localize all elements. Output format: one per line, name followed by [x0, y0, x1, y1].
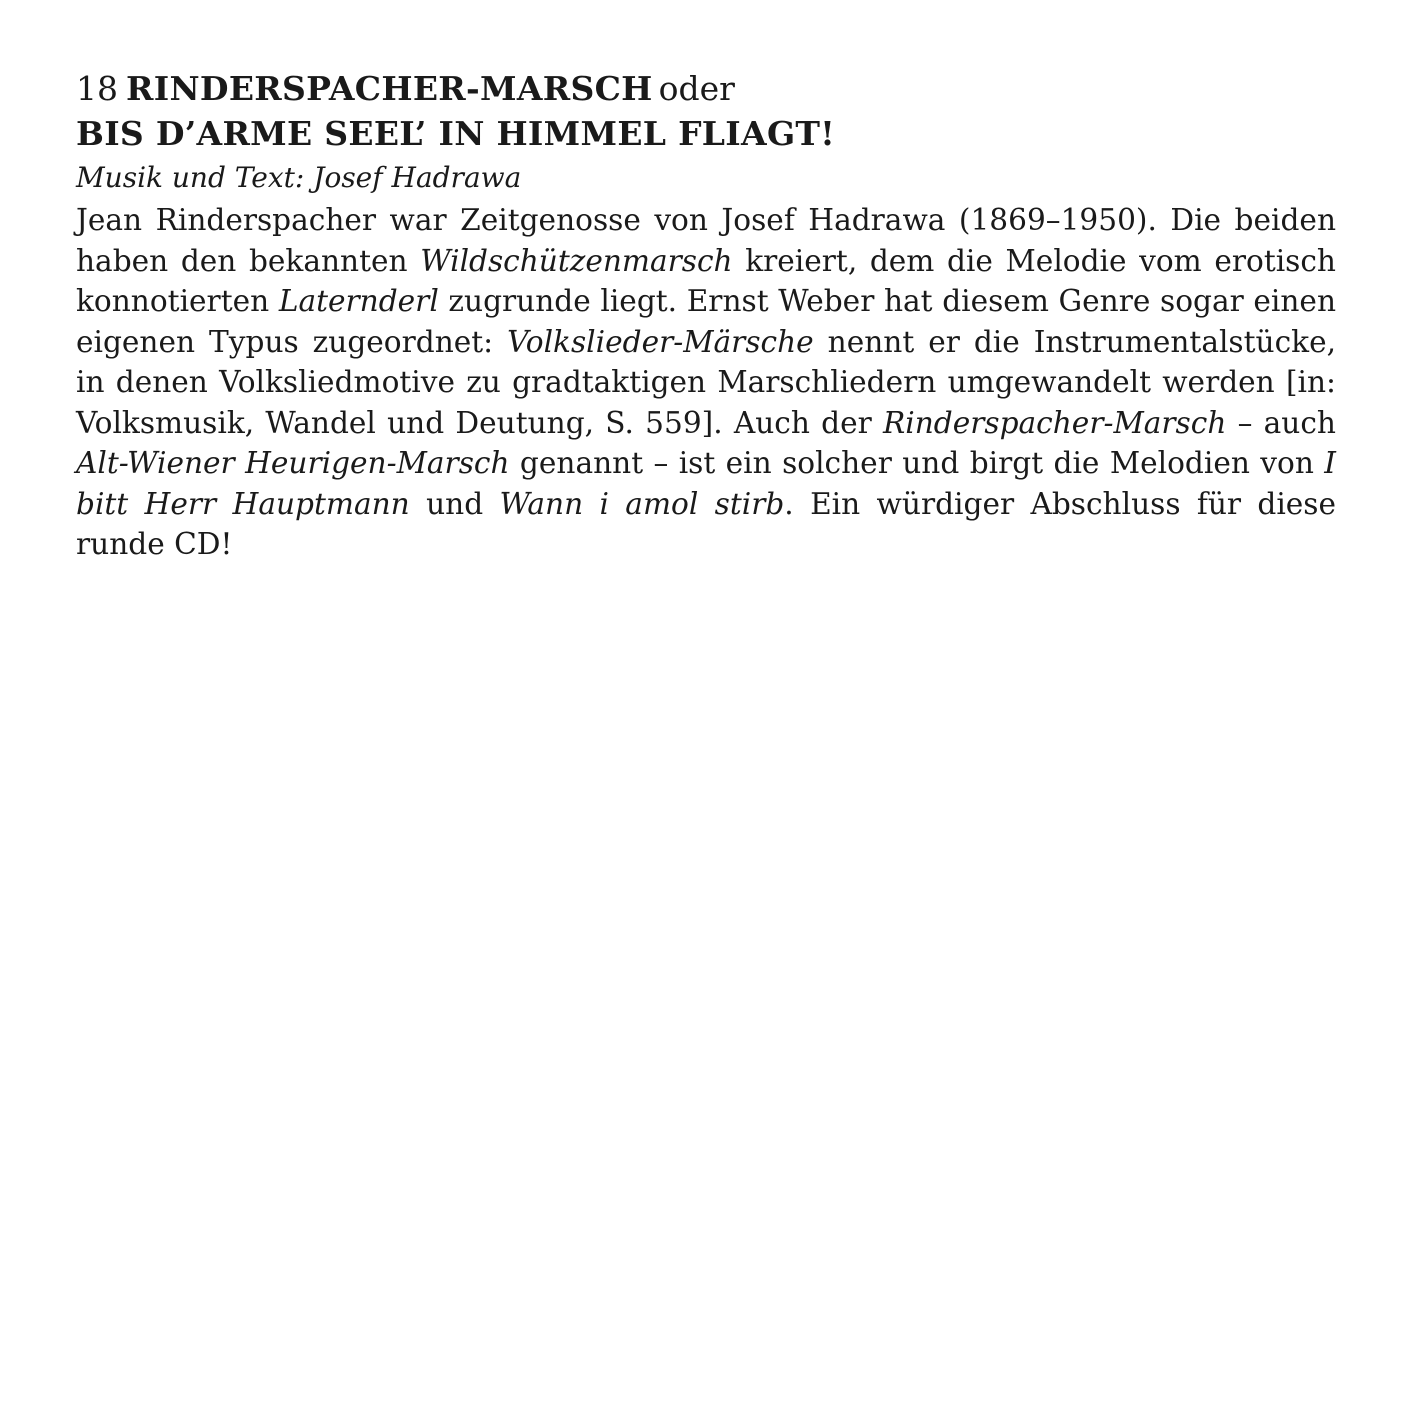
track-credits: Musik und Text: Josef Hadrawa: [76, 161, 522, 194]
work-title: Wann i amol stirb: [499, 486, 785, 521]
description-text: genannt – ist ein solcher und birgt die Melodien von: [509, 446, 1325, 480]
document-page: [76, 66, 1336, 565]
description-text: Jean Rinderspacher war Zeitgenosse von Josef Hadrawa (1869–1950). Die beiden haben den bekannten: [76, 203, 1336, 278]
description-text: nennt er die Instrumentalstücke, in denen Volksliedmotive zu gradtaktigen Marschliedern umgewandelt werden [in: Volksmusik, Wandel und Deutung, S. 559]. Auch der: [76, 324, 1336, 440]
description-text: und: [409, 486, 500, 521]
description-text: – auch: [1226, 405, 1336, 440]
track-title: RINDERSPACHER-MARSCH: [126, 69, 653, 108]
title-connector: oder: [658, 69, 735, 108]
work-title: Rinderspacher-Marsch: [882, 405, 1227, 440]
track-alternate-title: BIS D’ARME SEEL’ IN HIMMEL FLIAGT!: [76, 114, 836, 153]
description-text: . Ein würdiger Abschluss für diese runde CD!: [76, 486, 1337, 561]
description-text: kreiert, dem die Melodie vom erotisch konnotierten: [76, 243, 1336, 318]
track-heading: [76, 66, 1336, 156]
work-title: I bitt Herr Hauptmann: [76, 446, 1336, 521]
track-description: [76, 200, 1336, 565]
work-title: Laternderl: [278, 284, 439, 318]
work-title: Volkslieder-Märsche: [507, 324, 814, 359]
work-title: Alt-Wiener Heurigen-Marsch: [76, 446, 510, 480]
work-title: Wildschützenmarsch: [420, 243, 733, 278]
description-text: zugrunde liegt. Ernst Weber hat diesem Genre sogar einen eigenen Typus zugeordnet:: [76, 284, 1337, 359]
track-number: 18: [76, 69, 118, 108]
